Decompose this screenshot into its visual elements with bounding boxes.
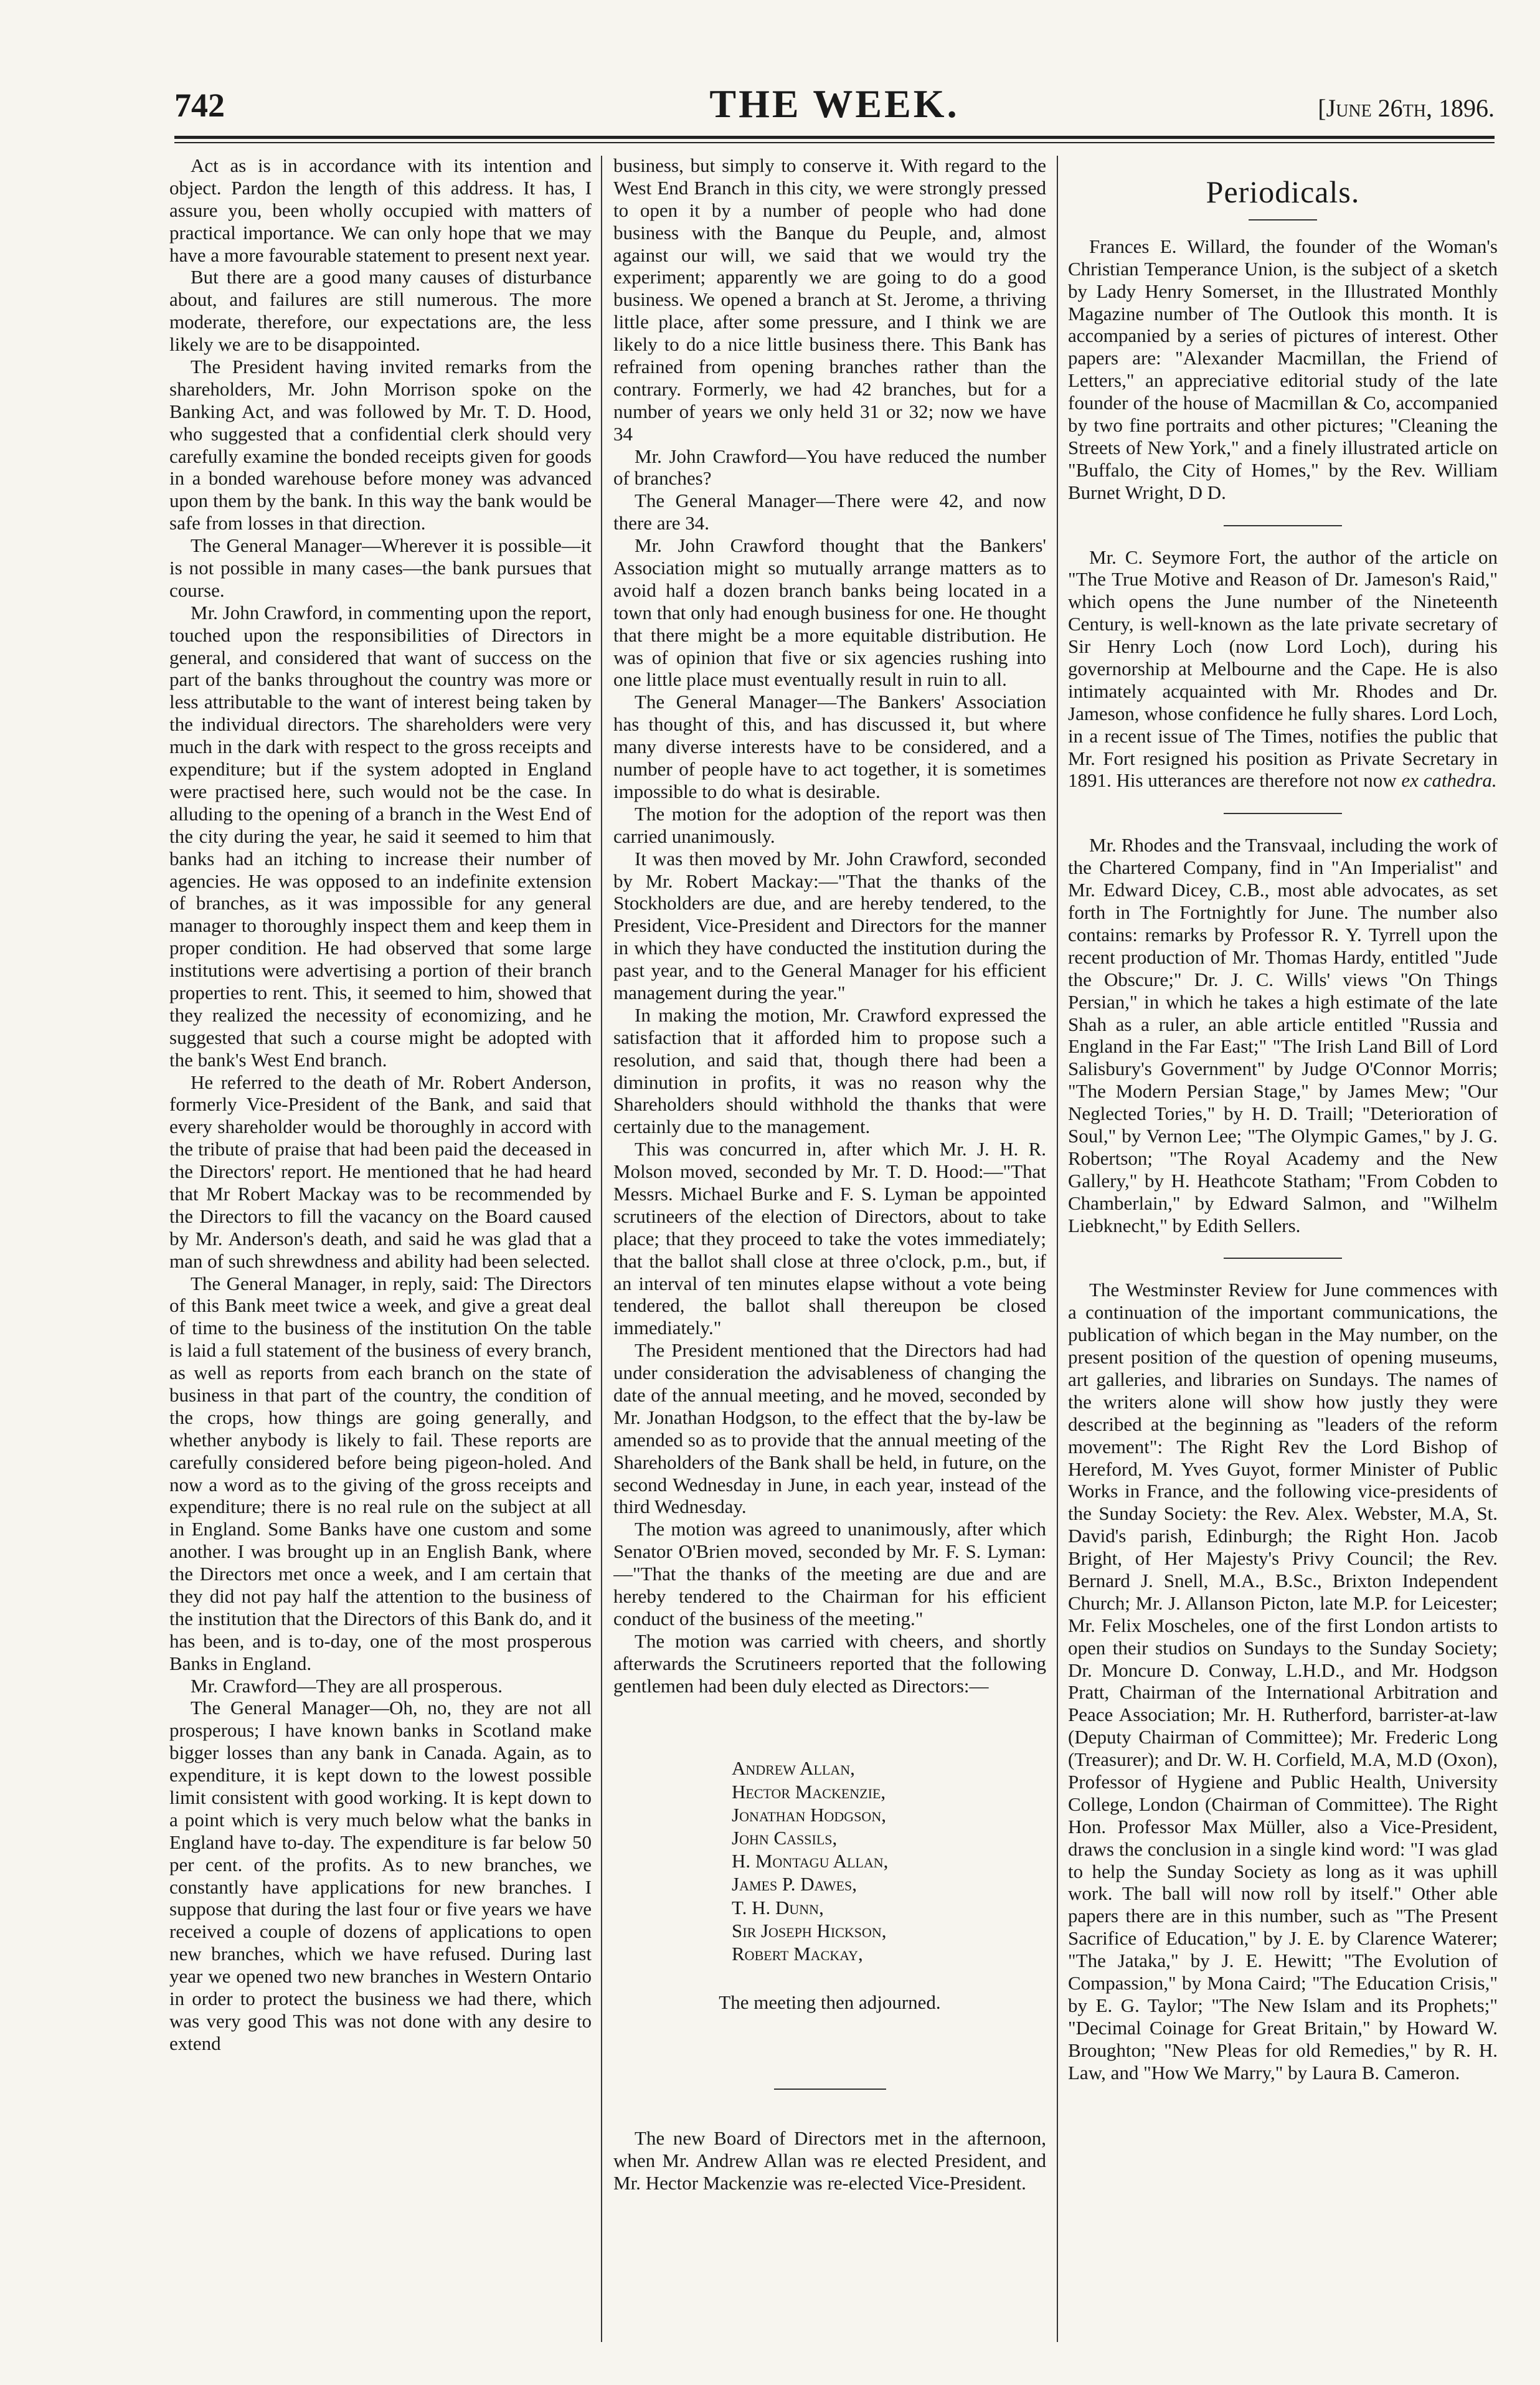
paragraph: But there are a good many causes of disturbance about, and failures are still numerous. The more moderate, therefore, our expectations are, the less likely we are to be disappointed. [169, 266, 592, 356]
paragraph: The motion was carried with cheers, and shortly afterwards the Scrutineers reported that the following gentlemen had been duly elected as Directors:— [613, 1629, 1046, 1697]
adjourned-note: The meeting then adjourned. [719, 1991, 941, 2014]
paragraph: The motion was agreed to unanimously, after which Senator O'Brien moved, seconded by Mr. F. S. Lyman:—"That the thanks of the meeting are due and are hereby tendered to the Chairman for his efficient conduct of the business of the meeting." [613, 1518, 1046, 1629]
director-name: Robert Mackay, [732, 1942, 863, 1965]
paragraph: Act as is in accordance with its intention and object. Pardon the length of this address. It has, I assure you, been wholly occupied with matters of practical importance. We can only hope that we may have a more favourable statement to present next year. [169, 154, 592, 266]
paragraph: The motion for the adoption of the report was then carried unanimously. [613, 802, 1046, 847]
director-name: Sir Joseph Hickson, [732, 1919, 887, 1942]
section-separator [1224, 525, 1342, 526]
title-rule [1249, 219, 1317, 220]
masthead: THE WEEK. [709, 82, 960, 126]
column-divider [601, 156, 602, 2342]
paragraph [1068, 546, 1498, 792]
paragraph: The President having invited remarks from the shareholders, Mr. John Morrison spoke on the Banking Act, and was followed by Mr. T. D. Hood, who suggested that a confidential clerk should very carefully examine the bonded receipts given for goods in a bonded warehouse before money was advanced upon them by the bank. In this way the bank would be safe from losses in that direction. [169, 356, 592, 534]
page-header [174, 75, 1495, 134]
column-bank-meeting [169, 154, 592, 2353]
header-rule-thin [174, 142, 1495, 143]
paragraph: The General Manager—There were 42, and now there are 34. [613, 490, 1046, 534]
director-name: James P. Dawes, [732, 1873, 857, 1895]
paragraph: The General Manager—The Bankers' Association has thought of this, and has discussed it, but where many diverse interests have to be considered, and a number of people have to act together, it is sometimes impossible to do what is desirable. [613, 691, 1046, 802]
director-name: John Cassils, [732, 1827, 838, 1849]
paragraph: In making the motion, Mr. Crawford expressed the satisfaction that it afforded him to propose such a resolution, and said that, though there had been a diminution in profits, it was no reason why the Shareholders should withhold the thanks that were certainly due to the management. [613, 1003, 1046, 1138]
paragraph: The General Manager, in reply, said: The Directors of this Bank meet twice a week, and give a great deal of time to the business of the institution On the table is laid a full statement of the business of every branch, as well as reports from each branch on the state of business in that part of the country, the condition of the crops, how things are going generally, and whether anybody is likely to fail. These reports are carefully considered before being pigeon-holed. And now a word as to the giving of the gross receipts and expenditure; there is no real rule on the subject at all in England. Some Banks have one custom and some another. I was brought up in an English Bank, where the Directors met once a week, and I am certain that they did not pay half the attention to the business of the institution that the Directors of this Bank do, and it has been, and is to-day, one of the most prosperous Banks in England. [169, 1272, 592, 1674]
paragraph: Mr. Rhodes and the Transvaal, including the work of the Chartered Company, find in "An Imperialist" and Mr. Edward Dicey, C.B., most able advocates, as set forth in The Fortnightly for June. The number also contains: remarks by Professor R. Y. Tyrrell upon the recent production of Mr. Thomas Hardy, entitled "Jude the Obscure;" Dr. J. C. Wills' views "On Things Persian," in which he takes a high estimate of the late Shah as a ruler, an able article entitled "Russia and England in the Far East;" "The Irish Land Bill of Lord Salisbury's Government" by Judge O'Connor Morris; "The Modern Persian Stage," by James Mew; "Our Neglected Tories," by H. D. Traill; "Deterioration of Soul," by Vernon Lee; "The Olympic Games," by J. G. Robertson; "The Royal Academy and the New Gallery," by H. Heathcote Statham; "From Cobden to Chamberlain," by Edward Salmon, and "Wilhelm Liebknecht," by Edith Sellers. [1068, 834, 1498, 1236]
directors-list [732, 1757, 1046, 1965]
issue-date: [June 26th, 1896. [1318, 94, 1495, 122]
director-name: H. Montagu Allan, [732, 1850, 889, 1872]
paragraph: The General Manager—Wherever it is possible—it is not possible in many cases—the bank pursues that course. [169, 534, 592, 601]
section-separator [1224, 813, 1342, 814]
paragraph: Mr. John Crawford, in commenting upon the report, touched upon the responsibilities of Directors in general, and considered that want of success on the part of the banks throughout the country was more or less attributable to the want of interest being taken by the individual directors. The shareholders were very much in the dark with respect to the gross receipts and expenditure; but if the system adopted in England were practised here, such would not be the case. In alluding to the opening of a branch in the West End of the city during the year, he said it seemed to him that banks had an itching to increase their number of agencies. He was opposed to an indefinite extension of branches, as it was impossible for any general manager to thoroughly inspect them and keep them in proper condition. He had observed that some large institutions were advertising a portion of their branch properties to rent. This, it seemed to him, showed that they realized the necessity of economizing, and he suggested that such a course might be adopted with the bank's West End branch. [169, 601, 592, 1071]
director-name: Andrew Allan, [732, 1757, 855, 1780]
page-number: 742 [174, 87, 225, 124]
column-bank-meeting-continued [613, 154, 1046, 2353]
paragraph: The General Manager—Oh, no, they are not all prosperous; I have known banks in Scotland make bigger losses than any bank in Canada. Again, as to expenditure, it is kept down to the lowest possible limit consistent with good working. It is kept down to a point which is very much below what the banks in England have to-day. The expenditure is far below 50 per cent. of the profits. As to new branches, we constantly have applications for new branches. I suppose that during the last four or five years we have received a couple of dozens of applications to open new branches, which we have refused. During last year we opened two new branches in Western Ontario in order to protect the business we had there, which was very good This was not done with any desire to extend [169, 1697, 592, 2054]
column-periodicals [1068, 154, 1498, 2353]
italic-phrase: ex cathedra. [1401, 769, 1497, 792]
paragraph: Mr. John Crawford thought that the Bankers' Association might so mutually arrange matters as to avoid half a dozen branch banks being located in a town that only had enough business for one. He thought that there might be a more equitable distribution. He was of opinion that five or six agencies rushing into one little place must eventually result in ruin to all. [613, 534, 1046, 691]
header-rule [174, 136, 1495, 139]
paragraph-text: Mr. C. Seymore Fort, the author of the article on "The True Motive and Reason of Dr. Jameson's Raid," which opens the June number of the Nineteenth Century, is well-known as the late private secretary of Sir Henry Loch (now Lord Loch), during his governorship at Melbourne and the Cape. He is also intimately acquainted with Mr. Rhodes and Dr. Jameson, whose confidence he fully shares. Lord Loch, in a recent issue of The Times, notifies the public that Mr. Fort resigned his position as Private Secretary in 1891. His utterances are therefore not now [1068, 546, 1498, 792]
director-name: Hector Mackenzie, [732, 1780, 886, 1803]
paragraph: This was concurred in, after which Mr. J. H. R. Molson moved, seconded by Mr. T. D. Hood:—"That Messrs. Michael Burke and F. S. Lyman be appointed scrutineers of the election of Directors, about to take place; that they proceed to take the votes immediately; that the ballot shall close at three o'clock, p.m., but, if an interval of ten minutes elapse without a vote being tendered, the ballot shall thereupon be closed immediately." [613, 1138, 1046, 1339]
paragraph: Mr. Crawford—They are all prosperous. [191, 1674, 503, 1697]
section-title: Periodicals. [1206, 174, 1360, 209]
column-divider [1057, 156, 1058, 2342]
paragraph: business, but simply to conserve it. With regard to the West End Branch in this city, we were strongly pressed to open it by a number of people who had done business with the Banque du Peuple, and, almost against our will, we said that we would try the experiment; apparently we are going to do a good business. We opened a branch at St. Jerome, a thriving little place, after some pressure, and I think we are likely to do a nice little business there. This Bank has refrained from opening branches rather than the contrary. Formerly, we had 42 branches, but for a number of years we only held 31 or 32; now we have 34 [613, 154, 1046, 445]
director-name: Jonathan Hodgson, [732, 1803, 886, 1826]
section-separator [1224, 1258, 1342, 1259]
paragraph: He referred to the death of Mr. Robert Anderson, formerly Vice-President of the Bank, and said that every shareholder would be thoroughly in accord with the tribute of praise that had been paid the deceased in the Directors' report. He mentioned that he had heard that Mr Robert Mackay was to be recommended by the Directors to fill the vacancy on the Board caused by Mr. Anderson's death, and said he was glad that a man of such shrewdness and ability had been selected. [169, 1071, 592, 1272]
paragraph: The new Board of Directors met in the afternoon, when Mr. Andrew Allan was re elected President, and Mr. Hector Mackenzie was re-elected Vice-President. [613, 2127, 1046, 2194]
section-separator [774, 2089, 886, 2090]
director-name: T. H. Dunn, [732, 1896, 824, 1918]
paragraph: The President mentioned that the Directors had had under consideration the advisableness of changing the date of the annual meeting, and he moved, seconded by Mr. Jonathan Hodgson, to the effect that the by-law be amended so as to provide that the annual meeting of the Shareholders of the Bank shall be held, in future, on the second Wednesday in June, in each year, instead of the third Wednesday. [613, 1339, 1046, 1518]
paragraph: Mr. John Crawford—You have reduced the number of branches? [613, 445, 1046, 490]
paragraph: It was then moved by Mr. John Crawford, seconded by Mr. Robert Mackay:—"That the thanks of the Stockholders are due, and are hereby tendered, to the President, Vice-President and Directors for the manner in which they have conducted the institution during the past year, and to the General Manager for his efficient management during the year." [613, 847, 1046, 1003]
paragraph: The Westminster Review for June commences with a continuation of the important communications, the publication of which began in the May number, on the present position of the question of opening museums, art galleries, and libraries on Sundays. The names of the writers alone will show how justly they were described at the beginning as "leaders of the reform movement": The Right Rev the Lord Bishop of Hereford, M. Yves Guyot, former Minister of Public Works in France, and the following vice-presidents of the Sunday Society: the Rev. Alex. Webster, M.A, St. David's parish, Edinburgh; the Right Hon. Jacob Bright, of Her Majesty's Privy Council; the Rev. Bernard J. Snell, M.A., B.Sc., Brixton Independent Church; Mr. J. Allanson Picton, late M.P. for Leicester; Mr. Felix Moscheles, one of the first London artists to open their studios on Sundays to the Sunday Society; Dr. Moncure D. Conway, L.H.D., and Mr. Hodgson Pratt, Chairman of the International Arbitration and Peace Association; Mr. H. Rutherford, barrister-at-law (Deputy Chairman of Committee); Mr. Frederic Long (Treasurer); and Dr. W. H. Corfield, M.A, M.D (Oxon), Professor of Hygiene and Public Health, University College, London (Chairman of Committee). The Right Hon. Professor Max Müller, also a Vice-President, draws the conclusion in a single kind word: "I was glad to help the Sunday Society as long as it was uphill work. The ball will now roll by itself." Other able papers there are in this number, such as "The Present Sacrifice of Education," by J. E. by Clarence Waterer; "The Jataka," by J. E. Hewitt; "The Evolution of Compassion," by Mona Caird; "The Education Crisis," by E. G. Taylor; "The New Islam and its Prophets;" "Decimal Coinage for Great Britain," by Howard W. Broughton; "New Pleas for old Remedies," by R. H. Law, and "How We Marry," by Laura B. Cameron. [1068, 1279, 1498, 2084]
paragraph: Frances E. Willard, the founder of the Woman's Christian Temperance Union, is the subject of a sketch by Lady Henry Somerset, in the Illustrated Monthly Magazine number of The Outlook this month. It is accompanied by a series of pictures of interest. Other papers are: "Alexander Macmillan, the Friend of Letters," an appreciative editorial study of the late founder of the house of Macmillan & Co, accompanied by two fine portraits and other pictures; "Cleaning the Streets of New York," and a finely illustrated article on "Buffalo, the City of Homes," by the Rev. William Burnet Wright, D D. [1068, 235, 1498, 503]
